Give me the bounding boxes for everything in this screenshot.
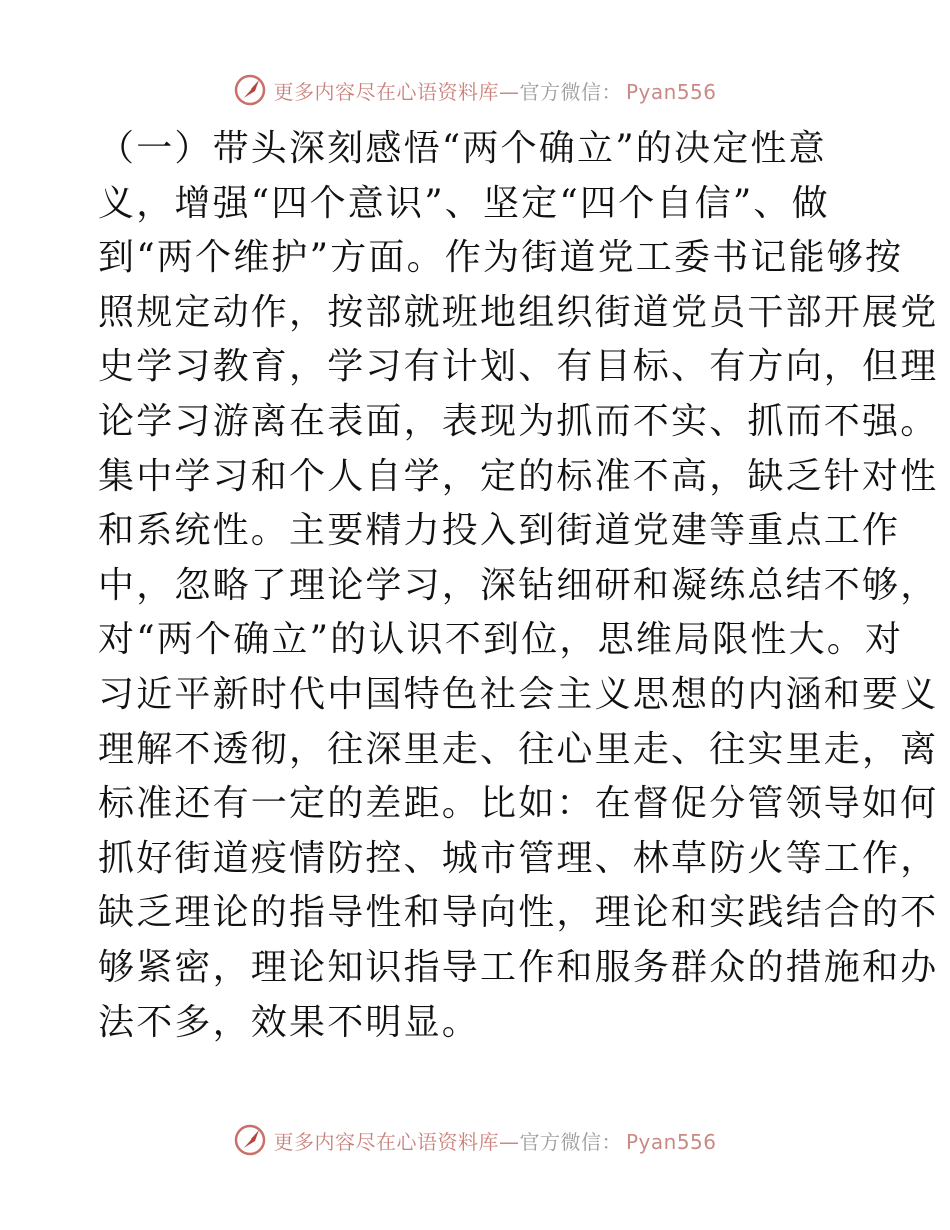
text-line: 论学习游离在表面，表现为抓而不实、抓而不强。 [98,400,939,442]
feather-pen-logo-icon [233,73,267,107]
document-body [98,122,939,1050]
text-line: 够紧密，理论知识指导工作和服务群众的措施和办 [98,946,939,988]
text-line: 理解不透彻，往深里走、往心里走、往实里走，离 [98,728,939,770]
text-line: 集中学习和个人自学，定的标准不高，缺乏针对性 [98,455,939,497]
watermark-wechat-id: Pyan556 [625,79,717,104]
header-watermark [0,70,950,110]
watermark-wechat-label: 官方微信： [519,1129,622,1154]
watermark-text [273,1126,716,1155]
watermark-separator: — [498,79,520,104]
text-line: （一）带头深刻感悟“两个确立”的决定性意 [98,128,827,169]
watermark-wechat-id: Pyan556 [625,1129,717,1154]
text-line: 缺乏理论的指导性和导向性，理论和实践结合的不 [98,892,939,934]
watermark-text [273,76,716,105]
text-line: 中，忽略了理论学习，深钻细研和凝练总结不够， [98,564,939,606]
text-line: 史学习教育，学习有计划、有目标、有方向，但理 [98,346,939,388]
text-line: 和系统性。主要精力投入到街道党建等重点工作 [98,510,901,552]
text-line: 义，增强“四个意识”、坚定“四个自信”、做 [98,182,830,224]
watermark-brand: 更多内容尽在心语资料库 [273,1129,499,1154]
text-line: 抓好街道疫情防控、城市管理、林草防火等工作， [98,837,939,879]
text-line: 法不多，效果不明显。 [98,1001,481,1043]
watermark-separator: — [498,1129,520,1154]
text-line: 到“两个维护”方面。作为街道党工委书记能够按 [98,237,904,279]
text-line: 对“两个确立”的认识不到位，思维局限性大。对 [98,619,904,661]
watermark-brand: 更多内容尽在心语资料库 [273,79,499,104]
watermark-wechat-label: 官方微信： [519,79,622,104]
text-line: 照规定动作，按部就班地组织街道党员干部开展党 [98,291,939,333]
text-line: 习近平新时代中国特色社会主义思想的内涵和要义 [98,673,939,715]
text-line: 标准还有一定的差距。比如：在督促分管领导如何 [98,783,939,825]
feather-pen-logo-icon [233,1123,267,1157]
footer-watermark [0,1120,950,1160]
